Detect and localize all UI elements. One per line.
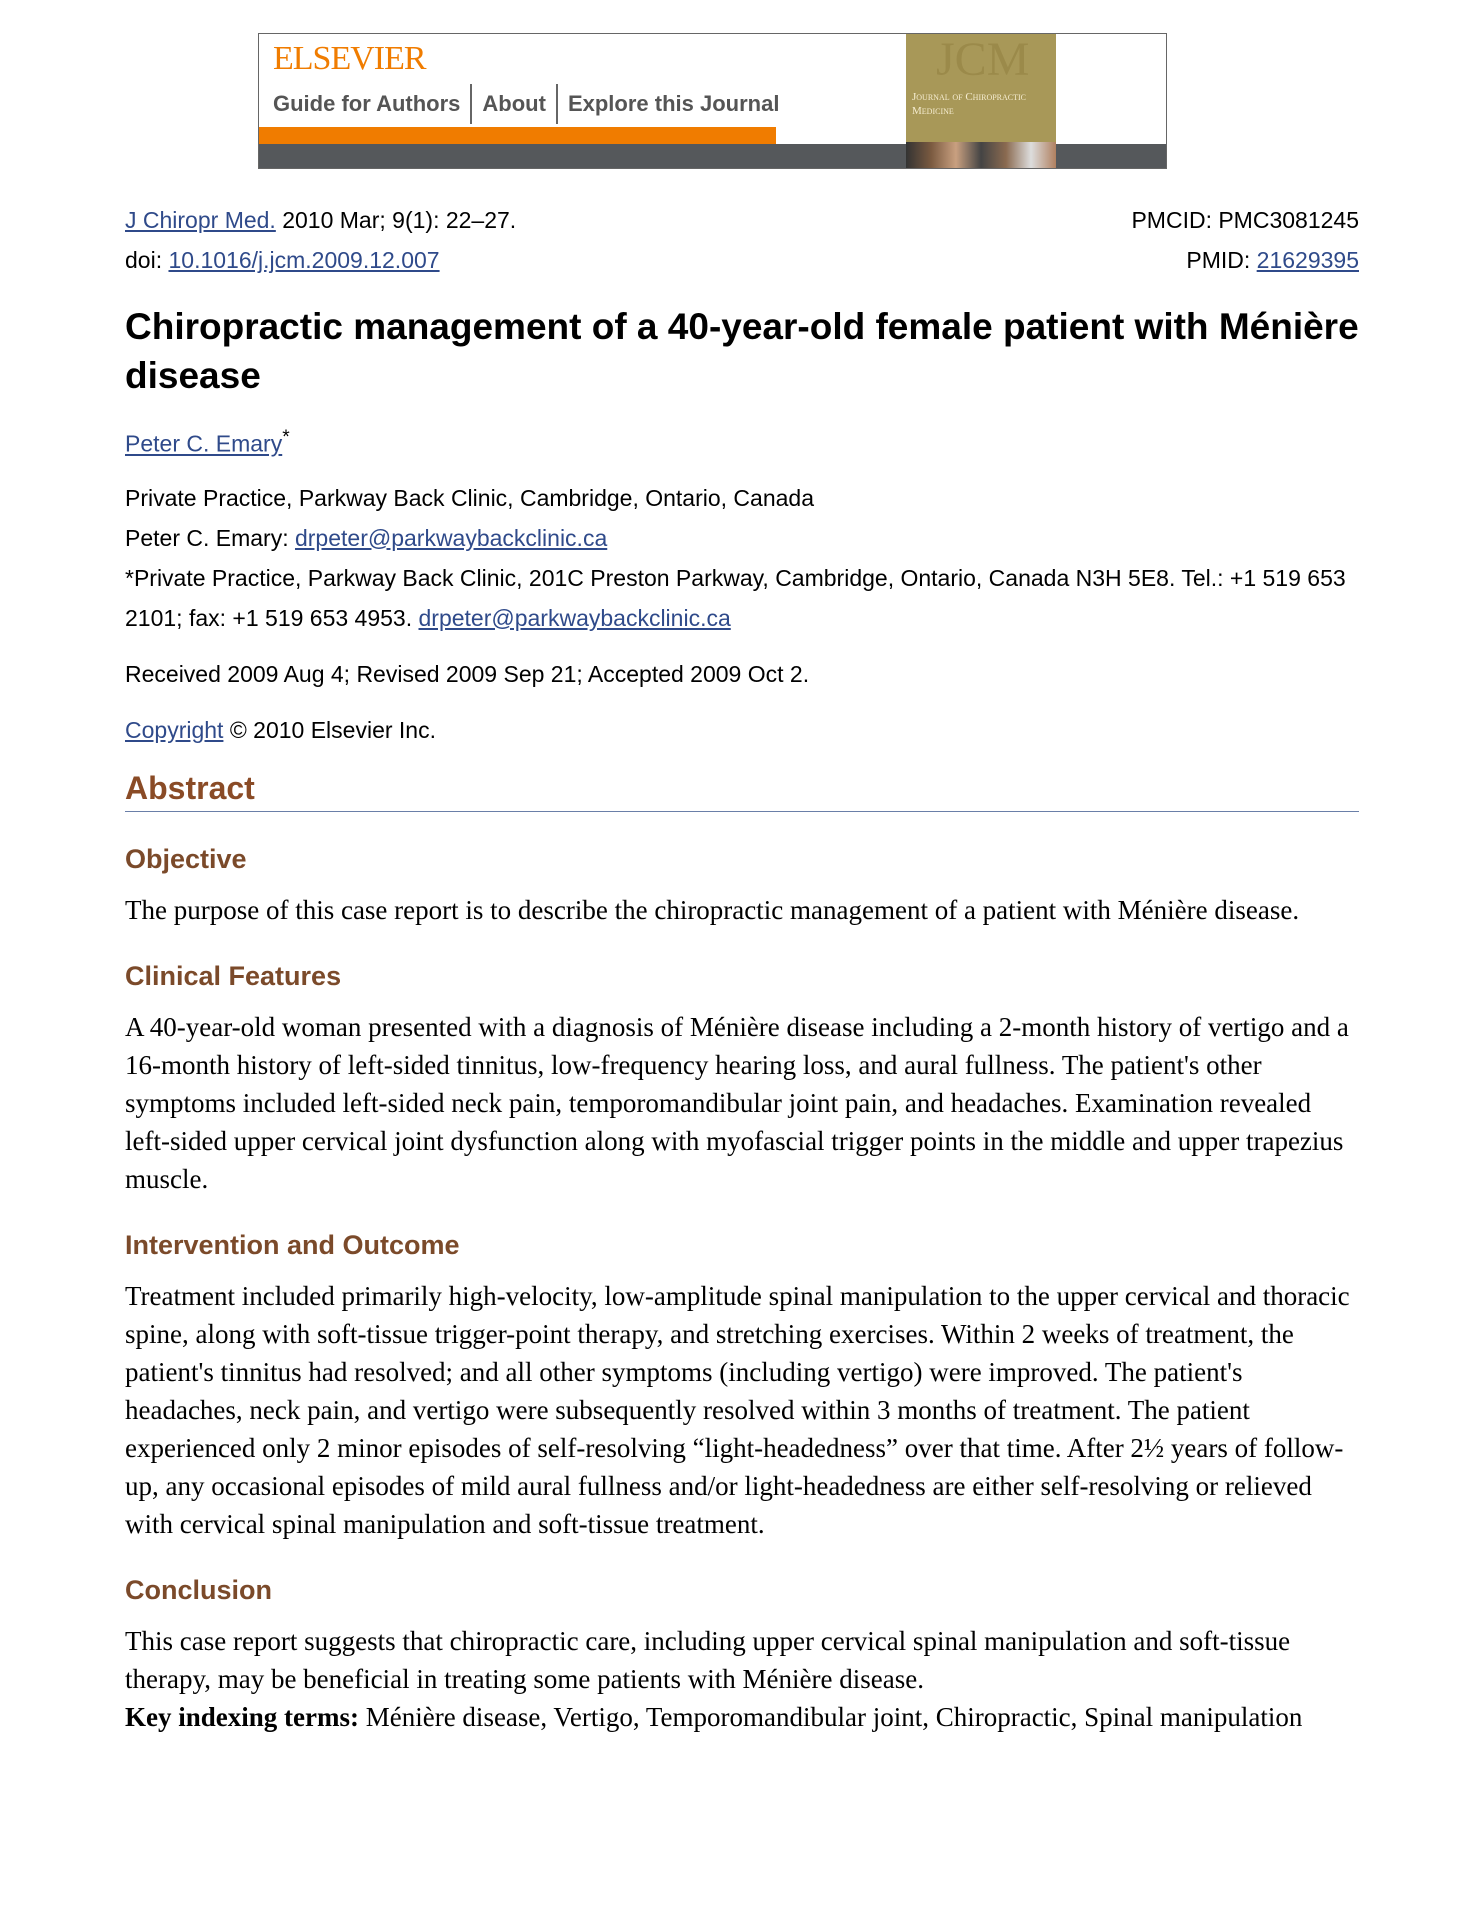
email-label: Peter C. Emary: bbox=[125, 524, 295, 551]
article bbox=[125, 200, 1359, 1736]
correspondence-email-link[interactable]: drpeter@parkwaybackclinic.ca bbox=[418, 604, 731, 631]
elsevier-logo[interactable]: ELSEVIER bbox=[273, 40, 426, 77]
intervention-outcome-text: Treatment included primarily high-velocity, low-amplitude spinal manipulation to the upper cervical and thoracic spine, along with soft-tissue trigger-point therapy, and stretching exercises. Within 2 weeks of treatment, the patient's tinnitus had resolved; and all other symptoms (including vertigo) were improved. The patient's headaches, neck pain, and vertigo were subsequently resolved within 3 months of treatment. The patient experienced only 2 minor episodes of self-resolving “light-headedness” over that time. After 2½ years of follow-up, any occasional episodes of mild aural fullness and/or light-headedness are either self-resolving or relieved with cervical spinal manipulation and soft-tissue treatment. bbox=[125, 1280, 1350, 1539]
doi-label: doi: bbox=[125, 247, 169, 273]
pmcid: PMCID: PMC3081245 bbox=[1131, 207, 1359, 233]
author-email-line bbox=[125, 518, 1359, 558]
article-title: Chiropractic management of a 40-year-old female patient with Ménière disease bbox=[125, 306, 1359, 396]
key-terms-label: Key indexing terms: bbox=[125, 1701, 359, 1732]
clinical-features-text: A 40-year-old woman presented with a diagnosis of Ménière disease including a 2-month history of vertigo and a 16-month history of left-sided tinnitus, low-frequency hearing loss, and aural fullness. The patient's other symptoms included left-sided neck pain, temporomandibular joint pain, and headaches. Examination revealed left-sided upper cervical joint dysfunction along with myofascial trigger points in the middle and upper trapezius muscle. bbox=[125, 1011, 1349, 1194]
objective-heading: Objective bbox=[125, 843, 247, 874]
key-terms: Ménière disease, Vertigo, Temporomandibular joint, Chiropractic, Spinal manipulation bbox=[358, 1701, 1303, 1732]
correspondence-text: *Private Practice, Parkway Back Clinic, 201C Preston Parkway, Cambridge, Ontario, Canada N3H 5E8. Tel.: +1 519 653 2101; fax: +1 519 653 4953. bbox=[125, 564, 1346, 631]
copyright bbox=[125, 710, 1359, 750]
abstract-heading: Abstract bbox=[125, 770, 1359, 812]
copyright-text: © 2010 Elsevier Inc. bbox=[223, 716, 436, 743]
nav-guide-for-authors[interactable]: Guide for Authors bbox=[273, 91, 461, 116]
orange-bar bbox=[259, 127, 776, 144]
copyright-link[interactable]: Copyright bbox=[125, 716, 224, 743]
jcm-monogram: JCM bbox=[936, 33, 1030, 86]
conclusion-heading: Conclusion bbox=[125, 1574, 272, 1605]
journal-link[interactable]: J Chiropr Med. bbox=[125, 207, 276, 233]
banner-nav bbox=[273, 84, 789, 124]
affiliation: Private Practice, Parkway Back Clinic, Cambridge, Ontario, Canada bbox=[125, 484, 815, 511]
nav-explore-journal[interactable]: Explore this Journal bbox=[556, 84, 790, 124]
author-link[interactable]: Peter C. Emary bbox=[125, 430, 283, 457]
author-line bbox=[125, 418, 1359, 464]
author-mark: * bbox=[282, 427, 290, 448]
pmid-label: PMID: bbox=[1186, 247, 1257, 273]
nav-about[interactable]: About bbox=[470, 84, 556, 124]
conclusion-text: This case report suggests that chiropractic care, including upper cervical spinal manipulation and soft-tissue therapy, may be beneficial in treating some patients with Ménière disease. bbox=[125, 1625, 1291, 1694]
objective-text: The purpose of this case report is to describe the chiropractic management of a patient with Ménière disease. bbox=[125, 894, 1300, 925]
correspondence bbox=[125, 558, 1359, 638]
citation-line bbox=[125, 200, 1359, 240]
doi-link[interactable]: 10.1016/j.jcm.2009.12.007 bbox=[168, 247, 440, 273]
cover-photos bbox=[906, 142, 1056, 169]
citation-details: 2010 Mar; 9(1): 22–27. bbox=[275, 207, 517, 233]
journal-banner bbox=[258, 33, 1167, 169]
journal-cover-image[interactable] bbox=[906, 34, 1056, 169]
email-link[interactable]: drpeter@parkwaybackclinic.ca bbox=[294, 524, 608, 551]
clinical-features-heading: Clinical Features bbox=[125, 960, 342, 991]
intervention-outcome-heading: Intervention and Outcome bbox=[125, 1229, 460, 1260]
doi-line bbox=[125, 240, 1359, 280]
pmid bbox=[1186, 240, 1359, 280]
key-indexing-terms bbox=[125, 1698, 1359, 1736]
pmid-link[interactable]: 21629395 bbox=[1256, 247, 1359, 273]
cover-title: Journal of Chiropractic Medicine bbox=[912, 91, 1027, 117]
article-dates: Received 2009 Aug 4; Revised 2009 Sep 21; Accepted 2009 Oct 2. bbox=[125, 660, 810, 687]
